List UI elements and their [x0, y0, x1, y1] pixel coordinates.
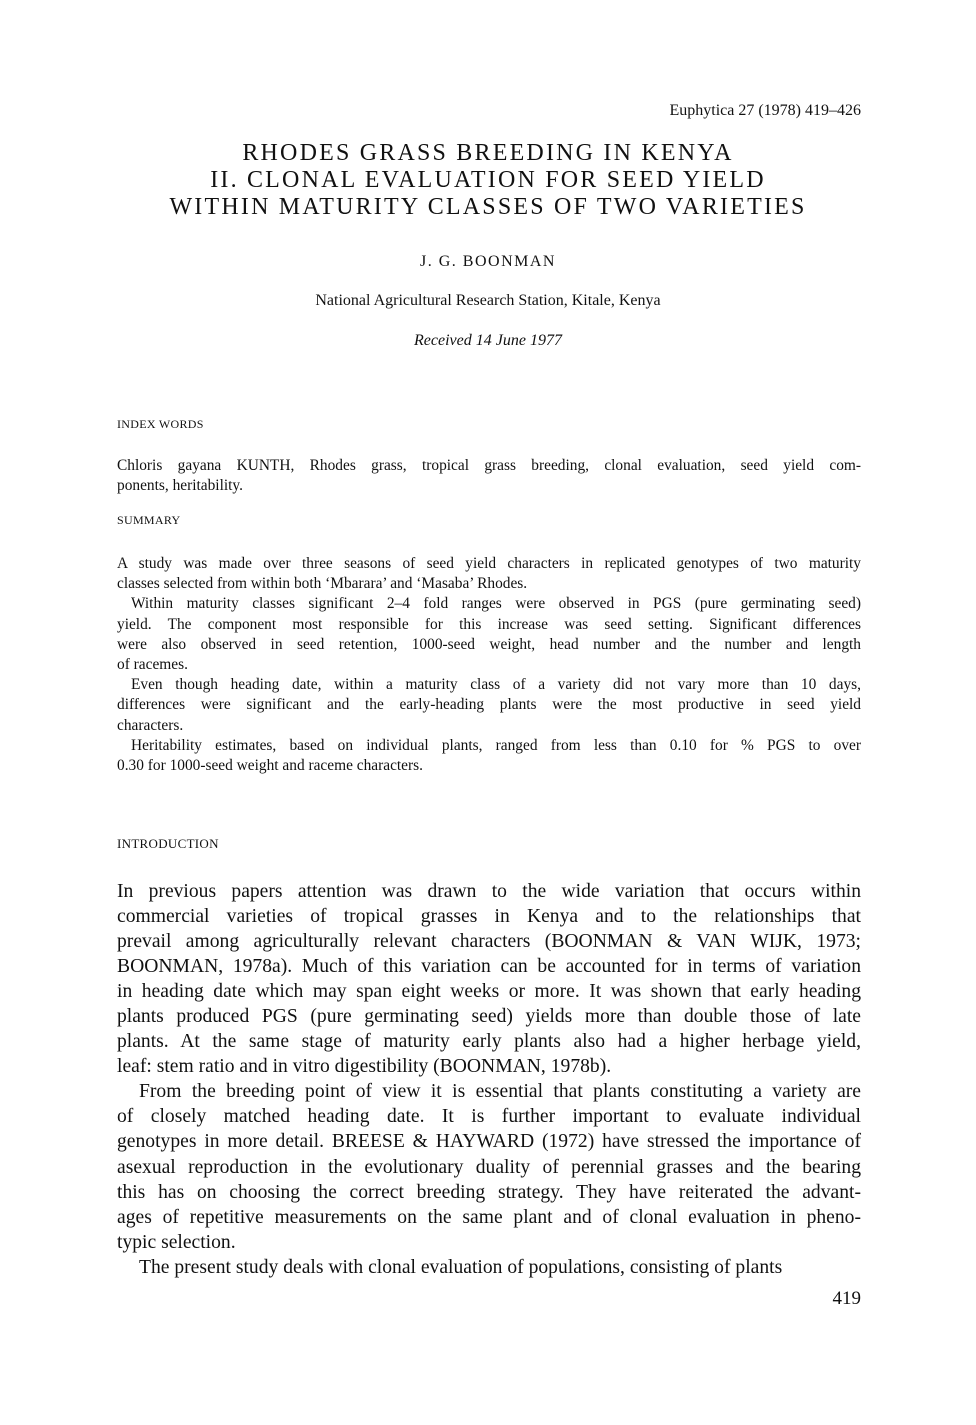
text-line: plants. At the same stage of maturity early plants also had a higher herbage yield,	[117, 1031, 861, 1053]
summary-body	[117, 554, 861, 776]
text-line: were also observed in seed retention, 1000-seed weight, head number and the number and length	[117, 635, 861, 653]
title-line: WITHIN MATURITY CLASSES OF TWO VARIETIES	[169, 194, 807, 220]
text-line: this has on choosing the correct breeding strategy. They have reiterated the advant-	[117, 1181, 861, 1203]
text-line: typic selection.	[117, 1231, 236, 1253]
journal-citation: Euphytica 27 (1978) 419–426	[669, 102, 861, 119]
text-line: yield. The component most responsible for this increase was seed setting. Significant differences	[117, 615, 861, 633]
text-line: characters.	[117, 716, 184, 734]
text-line: classes selected from within both ‘Mbarara’ and ‘Masaba’ Rhodes.	[117, 575, 528, 593]
text-line: asexual reproduction in the evolutionary duality of perennial grasses and the bearing	[117, 1156, 861, 1178]
text-line: differences were significant and the early-heading plants were the most productive in seed yield	[117, 696, 861, 714]
article-title	[0, 140, 976, 221]
text-line: Within maturity classes significant 2–4 fold ranges were observed in PGS (pure germinating seed)	[131, 595, 861, 613]
text-line: 0.30 for 1000-seed weight and raceme characters.	[117, 756, 423, 774]
title-line: RHODES GRASS BREEDING IN KENYA	[242, 140, 734, 166]
text-line: From the breeding point of view it is essential that plants constituting a variety are	[139, 1081, 861, 1103]
text-line: commercial varieties of tropical grasses in Kenya and to the relationships that	[117, 906, 861, 928]
text-line: The present study deals with clonal evaluation of populations, consisting of plants	[139, 1256, 783, 1278]
text-line: genotypes in more detail. BREESE & HAYWARD (1972) have stressed the importance of	[117, 1131, 861, 1153]
text-line: prevail among agriculturally relevant characters (BOONMAN & VAN WIJK, 1973;	[117, 931, 861, 953]
introduction-body	[117, 879, 861, 1280]
index-words-heading: INDEX WORDS	[117, 417, 204, 431]
text-line: BOONMAN, 1978a). Much of this variation can be accounted for in terms of variation	[117, 956, 861, 978]
index-words-body	[117, 456, 861, 496]
text-line: in heading date which may span eight weeks or more. It was shown that early heading	[117, 981, 861, 1003]
text-line: of racemes.	[117, 655, 188, 673]
text-line: ages of repetitive measurements on the same plant and of clonal evaluation in pheno-	[117, 1206, 861, 1228]
text-line: In previous papers attention was drawn to the wide variation that occurs within	[117, 881, 861, 902]
author: J. G. BOONMAN	[420, 253, 556, 270]
text-line: ponents, heritability.	[117, 477, 243, 495]
text-line: A study was made over three seasons of seed yield characters in replicated genotypes of two maturity	[117, 555, 861, 572]
summary-heading: SUMMARY	[117, 513, 181, 527]
text-line: Heritability estimates, based on individual plants, ranged from less than 0.10 for % PGS to over	[131, 736, 861, 754]
introduction-heading: INTRODUCTION	[117, 836, 219, 851]
title-line: II. CLONAL EVALUATION FOR SEED YIELD	[210, 167, 766, 193]
text-line: Chloris gayana KUNTH, Rhodes grass, tropical grass breeding, clonal evaluation, seed yield com-	[117, 457, 861, 474]
received-date: Received 14 June 1977	[414, 332, 562, 349]
text-line: of closely matched heading date. It is further important to evaluate individual	[117, 1106, 861, 1128]
text-line: plants produced PGS (pure germinating seed) yields more than double those of late	[117, 1006, 861, 1028]
page-number: 419	[832, 1288, 861, 1309]
text-line: Even though heading date, within a maturity class of a variety did not vary more than 10 days,	[131, 676, 861, 694]
affiliation: National Agricultural Research Station, Kitale, Kenya	[315, 292, 661, 309]
text-line: leaf: stem ratio and in vitro digestibility (BOONMAN, 1978b).	[117, 1056, 612, 1078]
